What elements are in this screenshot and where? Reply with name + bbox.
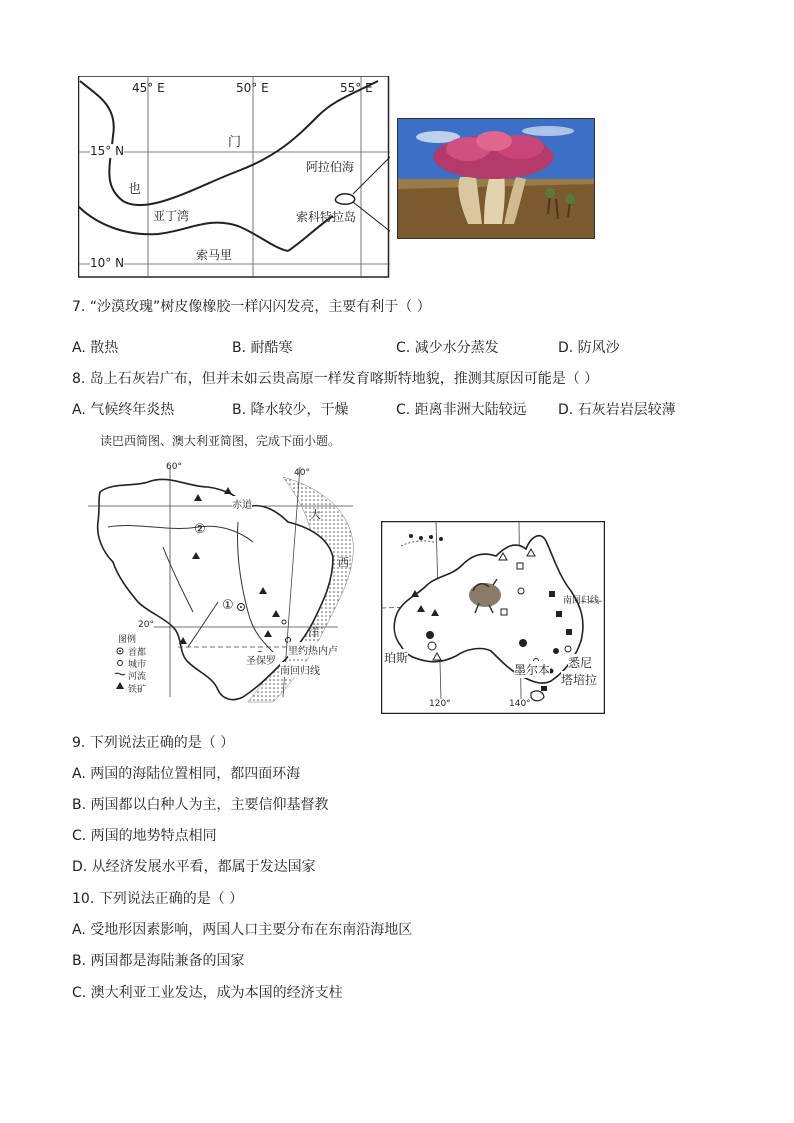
melbourne-label: 墨尔本	[514, 663, 551, 677]
q7-option-b[interactable]: B. 耐酷寒	[232, 340, 293, 356]
q9-option-b[interactable]: B. 两国都以白种人为主，主要信仰基督教	[72, 797, 329, 813]
marker-1: ①	[222, 598, 234, 613]
q9-option-d[interactable]: D. 从经济发展水平看，都属于发达国家	[72, 859, 316, 875]
lat-label-10n: 10° N	[90, 256, 125, 270]
q10-option-c[interactable]: C. 澳大利亚工业发达，成为本国的经济支柱	[72, 985, 343, 1001]
perth-label: 珀斯	[384, 651, 409, 665]
q7-option-d[interactable]: D. 防风沙	[558, 340, 620, 356]
yemen-map-drawing	[78, 76, 390, 278]
lat-label-15n: 15° N	[90, 144, 125, 158]
q8-option-b[interactable]: B. 降水较少，干燥	[232, 402, 349, 418]
q7-option-a[interactable]: A. 散热	[72, 340, 119, 356]
australia-map	[381, 521, 605, 714]
label-gulf-aden: 亚丁湾	[153, 209, 190, 223]
q9-option-a[interactable]: A. 两国的海陆位置相同，都四面环海	[72, 766, 301, 782]
q7-option-c[interactable]: C. 减少水分蒸发	[396, 340, 499, 356]
question-7-stem: 7. “沙漠玫瑰”树皮像橡胶一样闪闪发亮，主要有利于（ ）	[72, 299, 431, 315]
equator-label: 赤道	[232, 496, 252, 511]
tropic-label-australia: 南回归线	[563, 596, 600, 606]
lon-label-50: 50° E	[236, 81, 269, 95]
rio-label: 里约热内卢	[288, 642, 338, 657]
question-9-stem: 9. 下列说法正确的是（ ）	[72, 735, 235, 751]
legend-title: 图例	[118, 635, 137, 645]
tree-illustration	[398, 119, 594, 238]
lat-label-20: 20°	[138, 620, 154, 630]
q9-option-c[interactable]: C. 两国的地势特点相同	[72, 828, 217, 844]
label-men: 门	[228, 135, 242, 150]
q10-option-a[interactable]: A. 受地形因素影响，两国人口主要分布在东南沿海地区	[72, 922, 413, 938]
ocean-char-yang: 洋	[308, 626, 319, 639]
ocean-char-xi: 西	[338, 556, 349, 569]
desert-rose-tree-photo	[397, 118, 595, 239]
question-8-stem: 8. 岛上石灰岩广布，但并未如云贵高原一样发育喀斯特地貌，推测其原因可能是（ ）	[72, 371, 599, 387]
tasmania-label: 塔培拉	[561, 673, 598, 687]
legend-iron: 铁矿	[128, 685, 147, 695]
q8-option-c[interactable]: C. 距离非洲大陆较远	[396, 402, 527, 418]
marker-2: ②	[194, 522, 206, 537]
label-socotra: 索科特拉岛	[296, 210, 357, 224]
brazil-map	[88, 462, 360, 712]
q8-option-d[interactable]: D. 石灰岩岩层较薄	[558, 402, 676, 418]
legend-capital: 首都	[128, 648, 147, 658]
tropic-label-brazil: 南回归线	[280, 662, 320, 677]
legend-city: 城市	[128, 660, 147, 670]
label-ye: 也	[128, 182, 142, 197]
q8-option-a[interactable]: A. 气候终年炎热	[72, 402, 175, 418]
sao-paulo-label: 圣保罗	[246, 652, 276, 667]
lon-label-55: 55° E	[340, 81, 373, 95]
lon-label-40: 40°	[294, 468, 310, 478]
q10-option-b[interactable]: B. 两国都是海陆兼备的国家	[72, 953, 245, 969]
instruction-text: 读巴西简图、澳大利亚简图，完成下面小题。	[100, 434, 341, 448]
label-arabian-sea: 阿拉伯海	[306, 160, 355, 174]
lon-label-45: 45° E	[132, 81, 165, 95]
lon-label-120: 120°	[429, 699, 451, 709]
yemen-map	[78, 76, 390, 278]
label-somalia: 索马里	[196, 248, 233, 262]
legend-river: 河流	[128, 672, 147, 682]
question-10-stem: 10. 下列说法正确的是（ ）	[72, 891, 244, 907]
ocean-char-da: 大	[310, 508, 321, 521]
lon-label-60: 60°	[166, 462, 182, 472]
lon-label-140: 140°	[509, 699, 531, 709]
sydney-label: 悉尼	[568, 656, 593, 670]
